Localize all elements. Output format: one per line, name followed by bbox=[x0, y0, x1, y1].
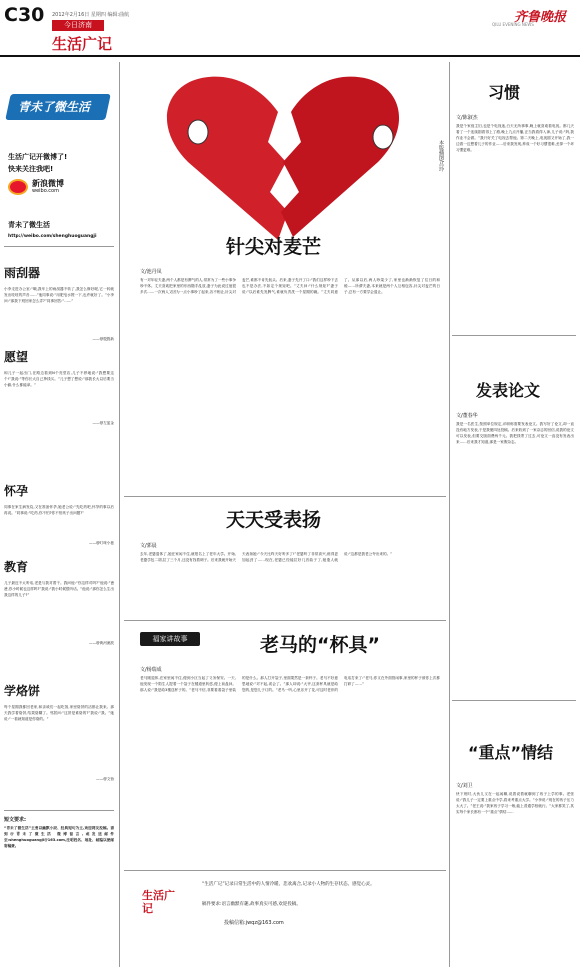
sidebar-item bbox=[4, 558, 114, 678]
head-left bbox=[188, 120, 208, 144]
sidebar-item-author: ——@黄河流波 bbox=[88, 641, 114, 645]
header-date: 2012年2月16日 星期四 编辑:曲航 bbox=[52, 12, 130, 18]
sidebar-item-title: 雨刮器 bbox=[4, 266, 41, 280]
section-main: 生活广记 bbox=[52, 35, 113, 53]
daily-body: 去年,老婆退休了,她在家闲不住,就报名上了老年大学。开始,老婆学包二胡,拉了三个月,还没有找着调子。后来我就开始天天表扬她:“今天比昨天好听多了!”老婆听了非常高兴,练得更加起劲了……现在,老婆已经能拉好几首曲子了,她逢人就说:“这都是我老公夸出来的。” bbox=[140, 552, 393, 562]
sidebar-item-author: ——@殷胜新 bbox=[92, 337, 114, 341]
sidebar-item-author: ——@左蓝金 bbox=[92, 421, 114, 425]
paper-pinyin: QILU EVENING NEWS bbox=[492, 22, 534, 27]
paper-body: 我是一名医生,按照单位规定,评职称需要发表论文。我写好了论文,却一直没有地方发表,于是我便四处投稿。后来收到了一家杂志的回信,说我的论文可以发表,但要交版面费两千元。我把钱寄了过去,可论文一直没有发表出来……后来我才知道,那是一家假杂志。 bbox=[456, 422, 574, 444]
footer-email[interactable]: 投稿信箱:jwqz@163.com bbox=[224, 920, 284, 926]
sidebar bbox=[4, 62, 114, 967]
sidebar-item-title: 怀孕 bbox=[4, 484, 29, 498]
story-byline: 文/杨瑞成 bbox=[140, 667, 162, 673]
section-divider bbox=[124, 496, 446, 497]
illustration-caption: 本版插图/吕玲 bbox=[438, 140, 444, 172]
right-column-rule bbox=[449, 62, 450, 967]
sidebar-item-body: 小李走进办公室:“哦,我车上的雨刮器不转了,我怎么修好呢,它一转就发出吱吱的声音……”他同事说:“用肥皂水擦一下,也许就好了。”小李问:“那我下班回家怎么弄?”同事回答:“……” bbox=[4, 287, 114, 303]
weibo-logo bbox=[8, 177, 80, 197]
notice-title: 短文要求: bbox=[4, 817, 26, 823]
paper-headline: 发表论文 bbox=[476, 381, 541, 400]
weibo-eye-icon bbox=[8, 179, 28, 195]
habit-headline: 习惯 bbox=[488, 83, 521, 102]
section-top: 今日济南 bbox=[52, 20, 104, 31]
sidebar-item-body: 儿子最近不太听话,老是与我对着干。我问他:“你这样对吗?”他说:“爸爸,你小时候也这样吗?”我说:“我小时候很听话。”他说:“那你怎么生出我这样的儿子?” bbox=[4, 581, 114, 597]
sidebar-divider bbox=[4, 810, 114, 811]
feature-body: 有一对年轻夫妻,两个人都是有脾气的人,常常为了一些小事争吵不休。丈夫喜欢把家里的东西随手乱放,妻子为此说过他很多次……一次两人又因为一点小事吵了起来,各不相让,针尖对麦芒,谁都不肯先低头。后来,妻子先开了口:“我们这样吵下去也不是办法,不如定个规矩吧。”丈夫问:“什么规矩?”妻子说:“以后谁先发脾气,谁就负责洗一个星期的碗。”丈夫同意了。从那以后,两人吵架少了,家里也渐渐恢复了往日的和睦……所谓夫妻,本来就是两个人互相包容,针尖对麦芒的日子,总有一方要学会退让。 bbox=[140, 278, 440, 294]
weibo-url[interactable]: http://weibo.com/shenghuoguangji bbox=[8, 234, 97, 239]
footer-intro: “生活广记”记录日常生活中的人情冷暖、悲欢离合,记录小人物的生存状态、感觉心灵。 bbox=[202, 882, 375, 887]
broken-heart-illustration bbox=[128, 62, 438, 247]
focus-body: 快下班时,大伙儿又在一起闲聊,说着说着就聊到了孩子上学的事。老张说:“我儿子一定要上重点中学,将来考重点大学。”小李说:“现在的孩子压力太大了。”老王说:“我家孩子学习一般,能上普通学校就行。”大家都笑了,其实每个家长都有一个“重点”情结…… bbox=[456, 792, 574, 814]
feature-illustration bbox=[128, 62, 438, 247]
focus-headline: “重点”情结 bbox=[468, 743, 554, 762]
story-badge: 福家讲故事 bbox=[140, 632, 200, 646]
section-divider bbox=[124, 620, 446, 621]
sidebar-item-title: 学烙饼 bbox=[4, 684, 41, 698]
paper-name: 齐鲁晚报 bbox=[514, 10, 567, 25]
feature-byline: 文/池丹凤 bbox=[140, 269, 162, 275]
sidebar-item-author: ——@文怡 bbox=[96, 777, 114, 781]
footer-requirement: 稿件要求:语言幽默有趣,故事真实可感,欢迎投稿。 bbox=[202, 902, 301, 907]
footer-box bbox=[124, 870, 446, 966]
story-body: 老马刚退休,在家里闲不住,便到小区当起了义务保安。一天,他发现一个陌生人提着一个袋子在楼道里转悠,便上前盘问。那人说:“我是给3楼送杯子的。”老马不信,非要看看袋子里装的是什么。那人打开袋子,里面果然是一套杯子。老马不好意思地说:“对不起,误会了。”那人却说:“大爷,这套杯具就是给您的,是您儿子订的。”老马一听,心里乐开了花,可这时老伴的电话打来了:“老马,你又在外面管闲事,家里的杯子被你上次都打碎了……” bbox=[140, 676, 440, 692]
sidebar-logo bbox=[4, 86, 114, 130]
feature-headline: 针尖对麦芒 bbox=[226, 236, 322, 258]
sidebar-rule bbox=[119, 62, 120, 967]
sidebar-item-body: 每个星期我都回老家,和亲戚们一起吃饭,家里烙饼的活都让我来。那天我学着烙饼,结果烙糊了。邻居问:“这饼是谁烙的?”我说:“我。”她说:“一看就知道是你烙的。” bbox=[4, 705, 114, 721]
page-code: C30 bbox=[4, 4, 45, 26]
sidebar-item-author: ——@叮咚小巷 bbox=[88, 541, 114, 545]
focus-byline: 文/刘卫 bbox=[456, 783, 473, 789]
page-header bbox=[0, 0, 580, 58]
habit-byline: 文/陈淑杰 bbox=[456, 115, 478, 121]
logo-text: 青未了微生活 bbox=[18, 100, 91, 114]
footer-logo: 生活广记 bbox=[142, 889, 175, 915]
sidebar-notice bbox=[4, 816, 114, 966]
daily-byline: 文/郭晨 bbox=[140, 543, 157, 549]
section-divider bbox=[452, 335, 576, 336]
weibo-line-2: 快来关注我吧! bbox=[8, 165, 54, 173]
notice-body: “青未了微生活”主要以幽默小段、经典短句为主,欢迎网友投稿。请到@青未了微生活 微博留言,或发送邮件至:shenghuoguangji@163.com,注明姓名、地址、邮编以便邮寄稿费。 bbox=[4, 826, 114, 848]
sidebar-item-title: 教育 bbox=[4, 560, 29, 574]
section-divider bbox=[452, 700, 576, 701]
header-rule bbox=[0, 55, 580, 57]
weibo-logo-text: 新浪微博 bbox=[32, 179, 64, 188]
sidebar-divider bbox=[4, 246, 114, 247]
sidebar-item-title: 愿望 bbox=[4, 350, 29, 364]
sidebar-item bbox=[4, 682, 114, 802]
heart-left-half bbox=[167, 77, 288, 240]
head-right bbox=[373, 125, 393, 149]
weibo-logo-sub: weibo.com bbox=[32, 188, 59, 194]
weibo-name: 青未了微生活 bbox=[8, 221, 50, 229]
sidebar-item-body: 和儿子一起出门,在路边看到N个亮堂店,儿子不停地说:“我想要这个!”我说:“等你长大自己挣钱买。”儿子想了想说:“那我长大以后要当小偷,什么都能拿。” bbox=[4, 371, 114, 387]
sidebar-item bbox=[4, 348, 114, 448]
daily-headline: 天天受表扬 bbox=[226, 509, 322, 531]
heart-right-half bbox=[281, 77, 399, 237]
weibo-line-1: 生活广记开微博了! bbox=[8, 153, 68, 161]
paper-byline: 文/董春华 bbox=[456, 413, 478, 419]
sidebar-item-body: 同事在家生病发烧,又在准备怀孕,她老公说:“先吃药吧,怀孕的事以后再说。”同事说:“吃药,你不怕?你不怕孩子出问题?” bbox=[4, 505, 114, 515]
story-headline: 老马的“杯具” bbox=[260, 634, 380, 656]
habit-body: 我是个家庭主妇,也是个电视迷,白天无所事事,晚上就喜欢看电视。都几天看了一个连续剧看得上了瘾,晚上九点开播,正当我看得入神,儿子说:“妈,我作业不会做。”我只好关了电视去帮他。第二天晚上,电视剧又开始了,我一边看一边想着儿子的作业……后来我发现,养成一个好习惯很难,丢掉一个坏习惯更难。 bbox=[456, 124, 574, 152]
